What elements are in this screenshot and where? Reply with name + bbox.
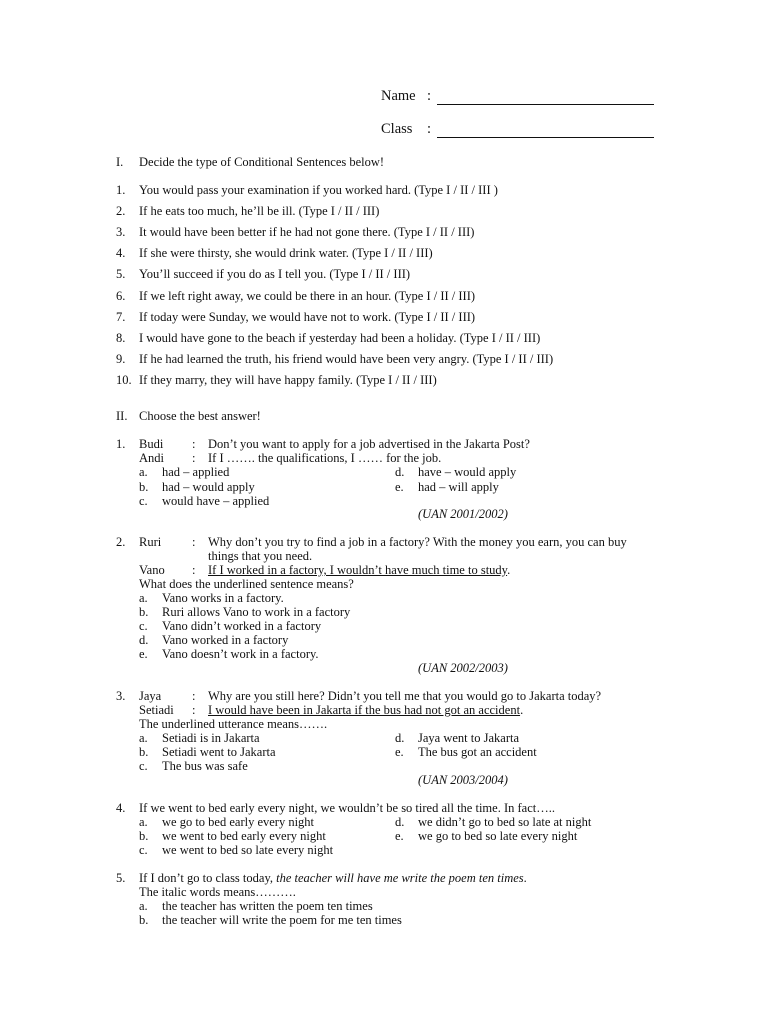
type-question xyxy=(116,204,676,219)
option-text: would have – applied xyxy=(162,494,270,508)
dialogue-line: things that you need. xyxy=(208,549,313,563)
option-letter: a. xyxy=(139,465,148,479)
option-letter: e. xyxy=(395,745,404,759)
class-label: Class xyxy=(381,121,413,137)
stem-text: If I don’t go to class today, xyxy=(139,871,277,885)
option-letter: d. xyxy=(395,815,405,829)
option-text: we went to bed so late every night xyxy=(162,843,334,857)
item-number: 9. xyxy=(116,352,126,366)
question-number: 1. xyxy=(116,437,126,451)
class-input-line[interactable] xyxy=(437,137,654,138)
option-text: Vano works in a factory. xyxy=(162,591,284,605)
option-text: Ruri allows Vano to work in a factory xyxy=(162,605,351,619)
dialogue-line: Don’t you want to apply for a job advertised in the Jakarta Post? xyxy=(208,437,530,451)
option-text: had – would apply xyxy=(162,480,255,494)
section-instruction: Choose the best answer! xyxy=(139,409,261,423)
speaker-colon: : xyxy=(192,703,196,717)
underlined-sentence: If I worked in a factory, I wouldn’t have much time to study xyxy=(208,563,508,577)
question-prompt: The underlined utterance means……. xyxy=(139,717,328,731)
speaker-colon: : xyxy=(192,451,196,465)
option-letter: c. xyxy=(139,494,148,508)
type-question xyxy=(116,183,676,198)
item-text: If today were Sunday, we would have not to work. (Type I / II / III) xyxy=(139,310,476,324)
speaker-name: Budi xyxy=(139,437,164,451)
option-letter: e. xyxy=(395,829,404,843)
section-instruction: Decide the type of Conditional Sentences below! xyxy=(139,155,385,169)
item-text: If he had learned the truth, his friend would have been very angry. (Type I / II / III) xyxy=(139,352,554,366)
item-number: 4. xyxy=(116,246,126,260)
question-stem xyxy=(139,871,527,886)
item-text: If he eats too much, he’ll be ill. (Type I / II / III) xyxy=(139,204,380,218)
option-text: the teacher has written the poem ten times xyxy=(162,899,373,913)
item-text: If they marry, they will have happy family. (Type I / II / III) xyxy=(139,373,437,387)
sentence-end: . xyxy=(507,563,511,577)
speaker-colon: : xyxy=(192,437,196,451)
type-question xyxy=(116,289,676,304)
speaker-name: Jaya xyxy=(139,689,162,703)
dialogue-line: If I ……. the qualifications, I …… for the job. xyxy=(208,451,442,465)
item-number: 1. xyxy=(116,183,126,197)
option-text: Vano doesn’t work in a factory. xyxy=(162,647,319,661)
option-text: The bus was safe xyxy=(162,759,248,773)
item-number: 2. xyxy=(116,204,126,218)
sentence-end: . xyxy=(520,703,524,717)
name-field-row xyxy=(381,89,671,104)
question-number: 5. xyxy=(116,871,126,885)
dialogue-line xyxy=(208,563,510,578)
option-text: we go to bed so late every night xyxy=(418,829,578,843)
exam-source: (UAN 2002/2003) xyxy=(418,661,508,675)
option-letter: e. xyxy=(395,480,404,494)
question-number: 4. xyxy=(116,801,126,815)
speaker-name: Ruri xyxy=(139,535,162,549)
section-number: II. xyxy=(116,409,128,423)
speaker-name: Vano xyxy=(139,563,165,577)
type-question xyxy=(116,267,676,282)
option-text: Jaya went to Jakarta xyxy=(418,731,520,745)
item-number: 8. xyxy=(116,331,126,345)
name-input-line[interactable] xyxy=(437,104,654,105)
item-text: If she were thirsty, she would drink water. (Type I / II / III) xyxy=(139,246,433,260)
option-letter: d. xyxy=(395,465,405,479)
type-question xyxy=(116,331,676,346)
italic-phrase: the teacher will have me write the poem ten times xyxy=(276,871,524,885)
class-colon: : xyxy=(427,121,432,137)
option-letter: c. xyxy=(139,759,148,773)
option-text: Setiadi went to Jakarta xyxy=(162,745,276,759)
option-letter: c. xyxy=(139,619,148,633)
name-colon: : xyxy=(427,88,432,104)
question-prompt: What does the underlined sentence means? xyxy=(139,577,354,591)
item-number: 10. xyxy=(116,373,132,387)
option-letter: b. xyxy=(139,605,149,619)
option-letter: b. xyxy=(139,745,149,759)
option-text: we went to bed early every night xyxy=(162,829,326,843)
item-text: If we left right away, we could be there in an hour. (Type I / II / III) xyxy=(139,289,476,303)
option-letter: a. xyxy=(139,815,148,829)
option-text: Vano didn’t worked in a factory xyxy=(162,619,322,633)
question-number: 3. xyxy=(116,689,126,703)
option-letter: b. xyxy=(139,913,149,927)
option-letter: d. xyxy=(139,633,149,647)
option-text: Setiadi is in Jakarta xyxy=(162,731,260,745)
item-text: I would have gone to the beach if yesterday had been a holiday. (Type I / II / III) xyxy=(139,331,541,345)
item-number: 6. xyxy=(116,289,126,303)
type-question xyxy=(116,373,676,388)
class-field-row xyxy=(381,122,671,137)
speaker-colon: : xyxy=(192,535,196,549)
exam-source: (UAN 2003/2004) xyxy=(418,773,508,787)
option-text: we go to bed early every night xyxy=(162,815,315,829)
option-text: the teacher will write the poem for me ten times xyxy=(162,913,402,927)
option-letter: a. xyxy=(139,731,148,745)
option-text: had – will apply xyxy=(418,480,499,494)
speaker-name: Andi xyxy=(139,451,164,465)
option-letter: b. xyxy=(139,829,149,843)
type-question xyxy=(116,310,676,325)
item-number: 7. xyxy=(116,310,126,324)
dialogue-line xyxy=(208,703,523,718)
question-stem: If we went to bed early every night, we wouldn’t be so tired all the time. In fact….. xyxy=(139,801,555,815)
type-question xyxy=(116,225,676,240)
item-text: It would have been better if he had not gone there. (Type I / II / III) xyxy=(139,225,475,239)
question-number: 2. xyxy=(116,535,126,549)
underlined-sentence: I would have been in Jakarta if the bus had not got an accident xyxy=(208,703,521,717)
option-letter: e. xyxy=(139,647,148,661)
option-text: The bus got an accident xyxy=(418,745,537,759)
option-text: Vano worked in a factory xyxy=(162,633,289,647)
speaker-colon: : xyxy=(192,563,196,577)
speaker-colon: : xyxy=(192,689,196,703)
option-letter: a. xyxy=(139,899,148,913)
option-text: we didn’t go to bed so late at night xyxy=(418,815,592,829)
option-letter: a. xyxy=(139,591,148,605)
speaker-name: Setiadi xyxy=(139,703,174,717)
name-label: Name xyxy=(381,88,416,104)
dialogue-line: Why are you still here? Didn’t you tell me that you would go to Jakarta today? xyxy=(208,689,602,703)
question-prompt: The italic words means………. xyxy=(139,885,296,899)
section-number: I. xyxy=(116,155,124,169)
option-letter: c. xyxy=(139,843,148,857)
dialogue-line: Why don’t you try to find a job in a factory? With the money you earn, you can buy xyxy=(208,535,627,549)
option-letter: b. xyxy=(139,480,149,494)
sentence-end: . xyxy=(523,871,527,885)
type-question xyxy=(116,352,676,367)
exam-source: (UAN 2001/2002) xyxy=(418,507,508,521)
type-question xyxy=(116,246,676,261)
option-letter: d. xyxy=(395,731,405,745)
option-text: had – applied xyxy=(162,465,230,479)
item-text: You would pass your examination if you worked hard. (Type I / II / III ) xyxy=(139,183,498,197)
option-text: have – would apply xyxy=(418,465,517,479)
item-number: 3. xyxy=(116,225,126,239)
item-number: 5. xyxy=(116,267,126,281)
item-text: You’ll succeed if you do as I tell you. (Type I / II / III) xyxy=(139,267,411,281)
